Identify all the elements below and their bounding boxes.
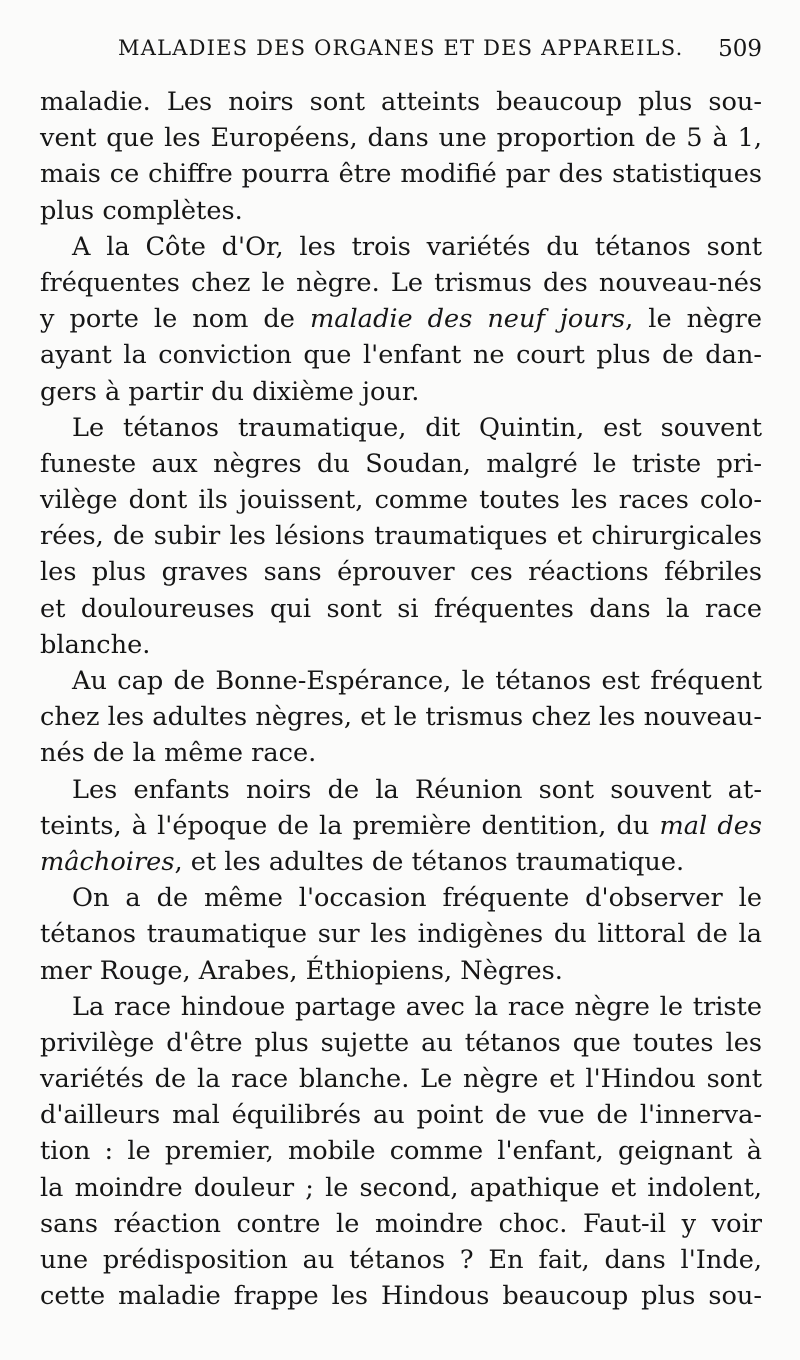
- text-line: mer Rouge, Arabes, Éthiopiens, Nègres.: [40, 955, 563, 986]
- running-header: [118, 36, 762, 76]
- text-line: mais ce chiffre pourra être modifié par des statistiques: [40, 159, 762, 190]
- text-line: Le tétanos traumatique, dit Quintin, est souvent: [72, 412, 762, 443]
- text-line: vilège dont ils jouissent, comme toutes les races colo-: [40, 485, 762, 516]
- text-line: les plus graves sans éprouver ces réactions fébriles: [40, 557, 762, 588]
- text-line: la moindre douleur ; le second, apathique et indolent,: [40, 1172, 762, 1203]
- text-line: une prédisposition au tétanos ? En fait, dans l'Inde,: [40, 1245, 762, 1275]
- text-line: gers à partir du dixième jour.: [40, 376, 420, 407]
- text-line: variétés de la race blanche. Le nègre et l'Hindou sont: [40, 1064, 762, 1095]
- italic-phrase: maladie des neuf jours: [309, 304, 626, 335]
- text-line: chez les adultes nègres, et le trismus chez les nouveau-: [40, 702, 762, 733]
- text-run: y porte le nom de: [40, 304, 310, 335]
- text-line: funeste aux nègres du Soudan, malgré le triste pri-: [40, 448, 762, 479]
- text-line: maladie. Les noirs sont atteints beaucoup plus sou-: [40, 87, 762, 117]
- text-line: d'ailleurs mal équilibrés au point de vue de l'innerva-: [40, 1100, 762, 1131]
- text-run: , et les adultes de tétanos traumatique.: [174, 846, 685, 877]
- text-line: sans réaction contre le moindre choc. Faut-il y voir: [40, 1208, 762, 1239]
- text-line: plus complètes.: [40, 195, 243, 226]
- text-line-mixed: [40, 844, 762, 880]
- text-line: Les enfants noirs de la Réunion sont souvent at-: [72, 774, 762, 805]
- text-line: A la Côte d'Or, les trois variétés du tétanos sont: [72, 231, 762, 262]
- text-line: vent que les Européens, dans une proportion de 5 à 1,: [40, 123, 762, 154]
- text-line: privilège d'être plus sujette au tétanos que toutes les: [40, 1027, 762, 1058]
- text-line-mixed: [40, 808, 762, 844]
- page-number: 509: [718, 36, 762, 62]
- text-line: tion : le premier, mobile comme l'enfant, geignant à: [40, 1136, 762, 1167]
- text-line: blanche.: [40, 629, 151, 660]
- text-line: nés de la même race.: [40, 738, 317, 769]
- text-line: tétanos traumatique sur les indigènes du littoral de la: [40, 919, 762, 950]
- text-run: , le nègre: [625, 304, 762, 335]
- text-line: La race hindoue partage avec la race nègre le triste: [72, 991, 762, 1022]
- text-line: On a de même l'occasion fréquente d'observer le: [72, 883, 762, 914]
- text-line: cette maladie frappe les Hindous beaucoup plus sou-: [40, 1281, 762, 1312]
- text-line: fréquentes chez le nègre. Le trismus des nouveau-nés: [40, 267, 762, 298]
- text-line: rées, de subir les lésions traumatiques et chirurgicales: [40, 521, 762, 552]
- body-text: [40, 84, 762, 1314]
- text-line: Au cap de Bonne-Espérance, le tétanos est fréquent: [72, 666, 762, 696]
- text-line: ayant la conviction que l'enfant ne court plus de dan-: [40, 340, 762, 371]
- italic-phrase: mal des: [659, 810, 762, 841]
- text-run: teints, à l'époque de la première dentition, du: [40, 810, 660, 841]
- italic-phrase: mâchoires: [40, 846, 175, 877]
- text-line: et douloureuses qui sont si fréquentes dans la race: [40, 593, 762, 624]
- running-title: MALADIES DES ORGANES ET DES APPAREILS.: [118, 36, 684, 60]
- text-line-mixed: [40, 301, 762, 337]
